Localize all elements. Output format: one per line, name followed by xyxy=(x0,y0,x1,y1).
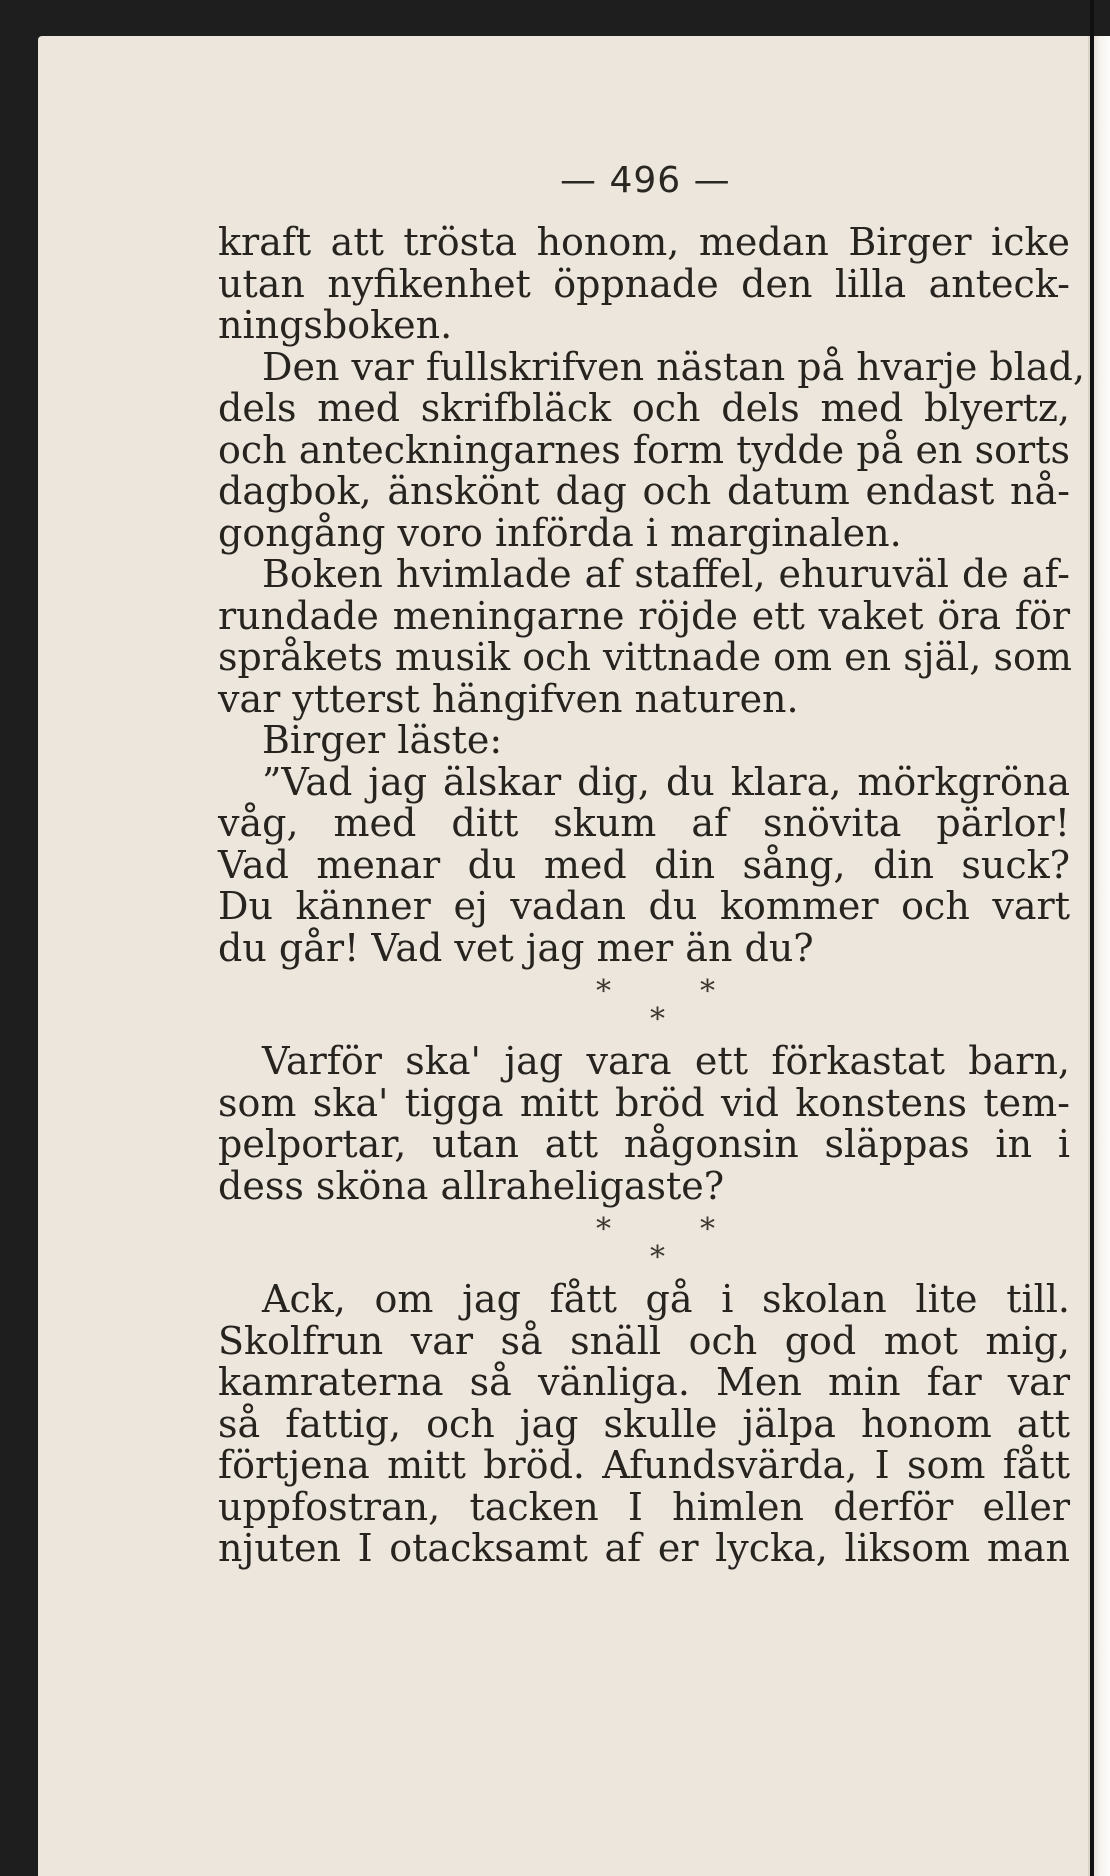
text-line: så fattig, och jag skulle jälpa honom att xyxy=(218,1401,1070,1446)
text-line: ningsboken. xyxy=(218,303,453,347)
asterisk: * xyxy=(596,1212,611,1247)
text-line: ”Vad jag älskar dig, du klara, mörkgröna xyxy=(262,759,1070,804)
text-line: och anteckningarnes form tydde på en sorts xyxy=(218,427,1070,472)
text-line: förtjena mitt bröd. Afundsvärda, I som fått xyxy=(218,1443,1070,1487)
text-line: rundade meningarne röjde ett vaket öra för xyxy=(218,593,1070,638)
text-line: Varför ska' jag vara ett förkastat barn, xyxy=(262,1039,1070,1083)
asterisk: * xyxy=(650,1240,665,1275)
asterism-divider xyxy=(218,1207,1070,1279)
text-line: Du känner ej vadan du kommer och vart xyxy=(218,884,1070,928)
text-line: kraft att trösta honom, medan Birger icke xyxy=(218,220,1070,264)
text-line: pelportar, utan att någonsin släppas in i xyxy=(218,1122,1070,1166)
text-line: dels med skrifbläck och dels med blyertz, xyxy=(218,386,1070,430)
text-line: Ack, om jag fått gå i skolan lite till. xyxy=(262,1277,1070,1321)
text-line: Vad menar du med din sång, din suck? xyxy=(218,842,1070,887)
text-line: dess sköna allraheligaste? xyxy=(218,1163,725,1208)
book-spine-edge xyxy=(1090,0,1094,1876)
asterisk: * xyxy=(700,974,715,1009)
asterisk: * xyxy=(596,974,611,1009)
asterism-divider xyxy=(218,969,1070,1041)
text-line: uppfostran, tacken I himlen derför eller xyxy=(218,1484,1070,1529)
text-line: utan nyfikenhet öppnade den lilla anteck- xyxy=(218,261,1070,306)
text-line: gongång voro införda i marginalen. xyxy=(218,510,902,555)
text-line: Skolfrun var så snäll och god mot mig, xyxy=(218,1318,1070,1363)
text-line: våg, med ditt skum af snövita pärlor! xyxy=(218,801,1070,845)
text-line: njuten I otacksamt af er lycka, liksom man xyxy=(218,1526,1070,1570)
text-line: du går! Vad vet jag mer än du? xyxy=(218,925,814,970)
text-line: Birger läste: xyxy=(262,718,503,762)
text-line: var ytterst hängifven naturen. xyxy=(218,676,799,721)
page-number: — 496 — xyxy=(560,160,731,201)
text-line: Den var fullskrifven nästan på hvarje blad, xyxy=(262,344,1085,389)
text-line: som ska' tigga mitt bröd vid konstens tem- xyxy=(218,1080,1070,1125)
body-text xyxy=(218,220,1085,1570)
text-line: Boken hvimlade af staffel, ehuruväl de af- xyxy=(262,552,1070,596)
asterisk: * xyxy=(650,1002,665,1037)
text-line: dagbok, änskönt dag och datum endast nå- xyxy=(218,469,1070,513)
text-line: kamraterna så vänliga. Men min far var xyxy=(218,1360,1070,1404)
asterisk: * xyxy=(700,1212,715,1247)
text-line: språkets musik och vittnade om en själ, som xyxy=(218,635,1072,679)
